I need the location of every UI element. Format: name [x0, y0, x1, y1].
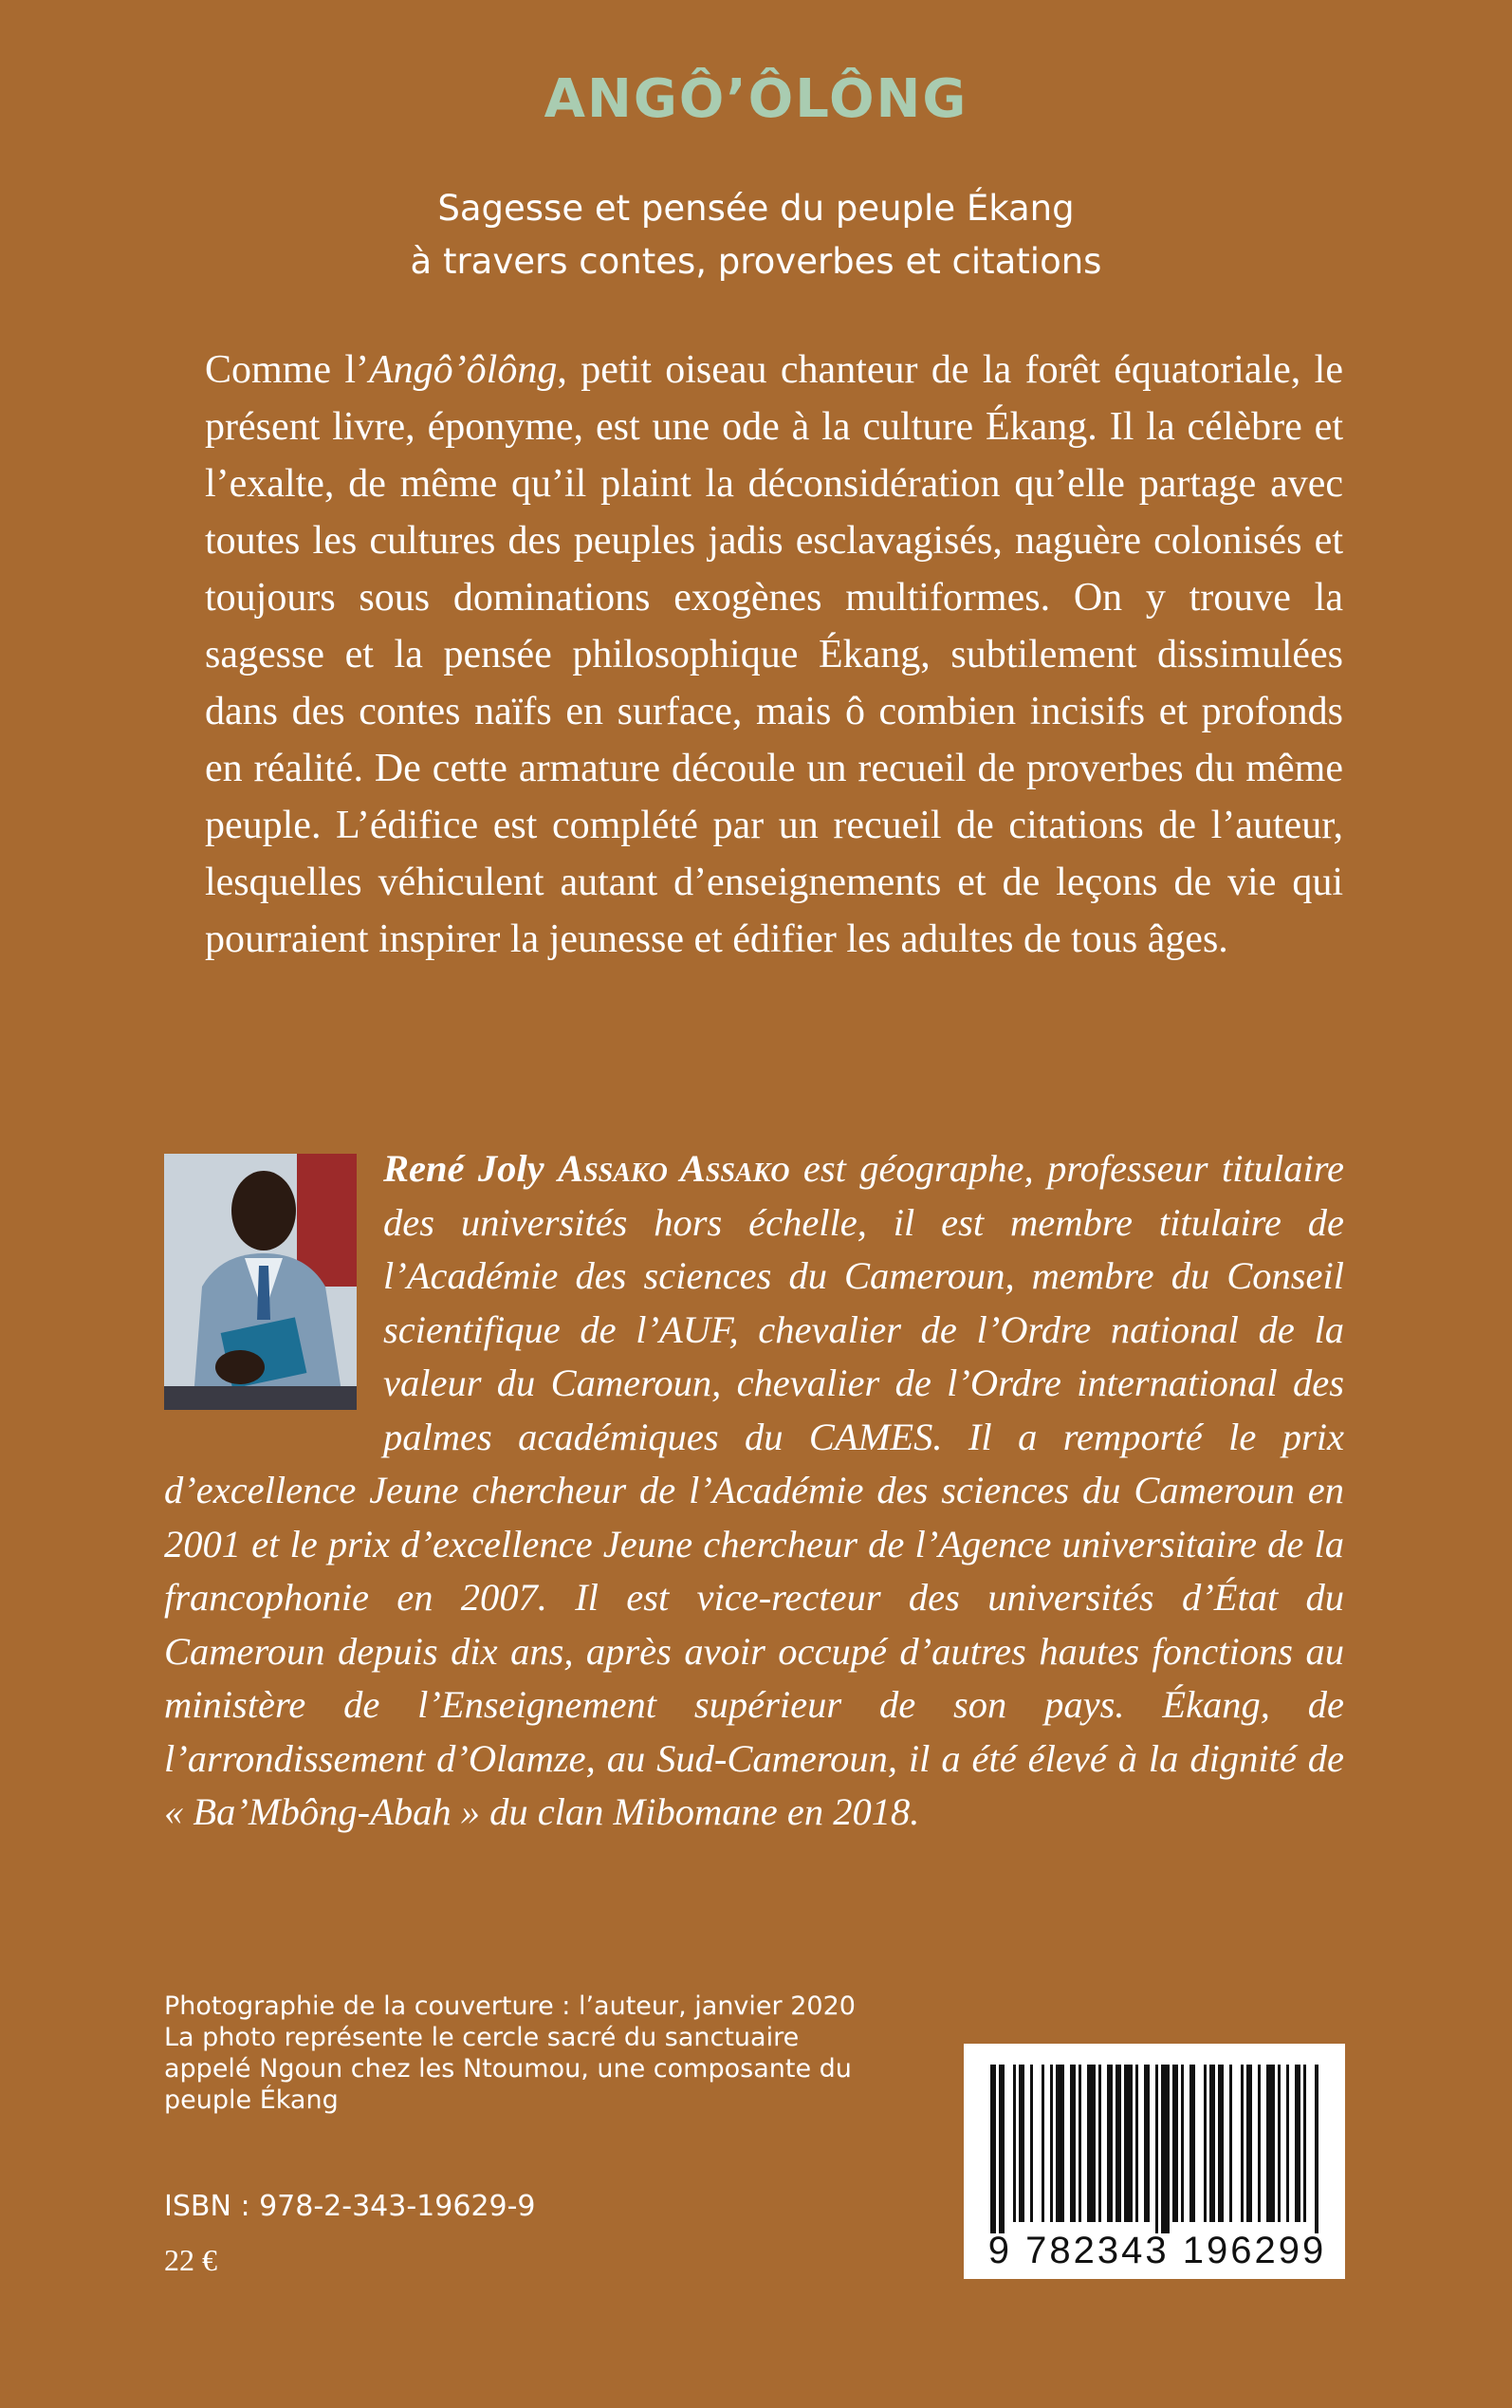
- barcode-bar: [1295, 2065, 1300, 2222]
- author-bio-text: est géographe, professeur titulaire des universités hors échelle, il est membre titulaire de l’Académie des sciences du Cameroun, membre du Conseil scientifique de l’AUF, chevalier de l’Ordre national de la valeur du Cameroun, chevalier de l’Ordre international des palmes académiques du CAMES. Il a remporté le prix d’excellence Jeune chercheur de l’Académie des sciences du Cameroun en 2001 et le prix d’excellence Jeune chercheur de l’Agence universitaire de la francophonie en 2007. Il est vice-recteur des universités d’État du Cameroun depuis dix ans, après avoir occupé d’autres hautes fonctions au ministère de l’Enseignement supérieur de son pays. Ékang, de l’arrondissement d’Olamze, au Sud-Cameroun, il a été élevé à la dignité de « Ba’Mbông-Abah » du clan Mibomane en 2018.: [164, 1147, 1344, 1833]
- credits-line-4: peuple Ékang: [164, 2085, 339, 2115]
- isbn-number: ISBN : 978-2-343-19629-9: [164, 2190, 536, 2223]
- barcode-bar: [1124, 2065, 1133, 2222]
- photo-credits: [164, 1991, 951, 2116]
- barcode-bar: [1098, 2065, 1101, 2222]
- price-label: 22 €: [164, 2243, 217, 2277]
- author-biography: [164, 1142, 1344, 1840]
- barcode-bar: [1056, 2065, 1064, 2222]
- summary-book-name: Angô’ôlông: [369, 348, 558, 392]
- barcode-bar: [1135, 2065, 1138, 2222]
- barcode-bar: [1246, 2065, 1252, 2222]
- author-first-name: René Joly: [383, 1147, 559, 1190]
- barcode-bar: [1258, 2065, 1261, 2222]
- barcode-bar: [1116, 2065, 1121, 2222]
- barcode-bar: [1286, 2065, 1289, 2222]
- book-title: ANGÔ’ÔLÔNG: [544, 68, 968, 130]
- barcode-bar: [1181, 2065, 1184, 2222]
- barcode-bar: [1209, 2065, 1215, 2222]
- barcode-bar: [1013, 2065, 1016, 2222]
- author-photo-image: [164, 1154, 357, 1410]
- barcode-bar: [1050, 2065, 1053, 2222]
- summary-body: , petit oiseau chanteur de la forêt équatoriale, le présent livre, éponyme, est une ode à la culture Ékang. Il la célèbre et l’exalte, de même qu’il plaint la déconsidération qu’elle partage avec toutes les cultures des peuples jadis esclavagisés, naguère colonisés et toujours sous dominations exogènes multiformes. On y trouve la sagesse et la pensée philosophique Ékang, subtilement dissimulées dans des contes naïfs en surface, mais ô combien incisifs et profonds en réalité. De cette armature découle un recueil de proverbes du même peuple. L’édifice est complété par un recueil de citations de l’auteur, lesquelles véhiculent autant d’enseignements et de leçons de vie qui pourraient inspirer la jeunesse et édifier les adultes de tous âges.: [205, 348, 1343, 961]
- barcode-bar: [1144, 2065, 1150, 2222]
- barcode: [964, 2044, 1345, 2279]
- barcode-bar: [1155, 2065, 1158, 2233]
- barcode-bar: [1172, 2065, 1178, 2222]
- barcode-bar: [1042, 2065, 1044, 2222]
- barcode-bar: [1079, 2065, 1081, 2222]
- summary-paragraph: [205, 342, 1343, 968]
- summary-intro: Comme l’: [205, 348, 370, 392]
- credits-line-1: Photographie de la couverture : l’auteur, janvier 2020: [164, 1991, 856, 2021]
- barcode-bar: [999, 2065, 1005, 2233]
- subtitle-line-1: Sagesse et pensée du peuple Ékang: [437, 188, 1075, 229]
- barcode-bar: [990, 2065, 996, 2233]
- barcode-bar: [1218, 2065, 1224, 2222]
- credits-line-3: appelé Ngoun chez les Ntoumou, une composante du: [164, 2054, 852, 2084]
- barcode-bar: [1161, 2065, 1170, 2233]
- author-photo: [164, 1154, 357, 1410]
- barcode-bar: [1241, 2065, 1244, 2222]
- barcode-bar: [1107, 2065, 1113, 2222]
- barcode-bar: [1087, 2065, 1096, 2222]
- barcode-bar: [1303, 2065, 1306, 2222]
- barcode-bar: [1030, 2065, 1033, 2222]
- author-last-name: Assako Assako: [558, 1147, 790, 1190]
- barcode-bar: [1315, 2065, 1318, 2233]
- barcode-bar: [1229, 2065, 1232, 2222]
- barcode-bar: [1019, 2065, 1024, 2222]
- subtitle-line-2: à travers contes, proverbes et citations: [410, 241, 1102, 282]
- credits-line-2: La photo représente le cercle sacré du sanctuaire: [164, 2023, 800, 2052]
- barcode-bar: [1189, 2065, 1195, 2222]
- barcode-bar: [1204, 2065, 1207, 2222]
- barcode-digits: 9 782343 196299: [987, 2230, 1327, 2271]
- barcode-bar: [1278, 2065, 1281, 2222]
- barcode-bar: [1070, 2065, 1076, 2222]
- barcode-bars: [990, 2065, 1318, 2233]
- book-summary: [205, 342, 1343, 968]
- barcode-bar: [1266, 2065, 1275, 2222]
- author-name: [383, 1147, 789, 1190]
- book-subtitle: [0, 182, 1512, 288]
